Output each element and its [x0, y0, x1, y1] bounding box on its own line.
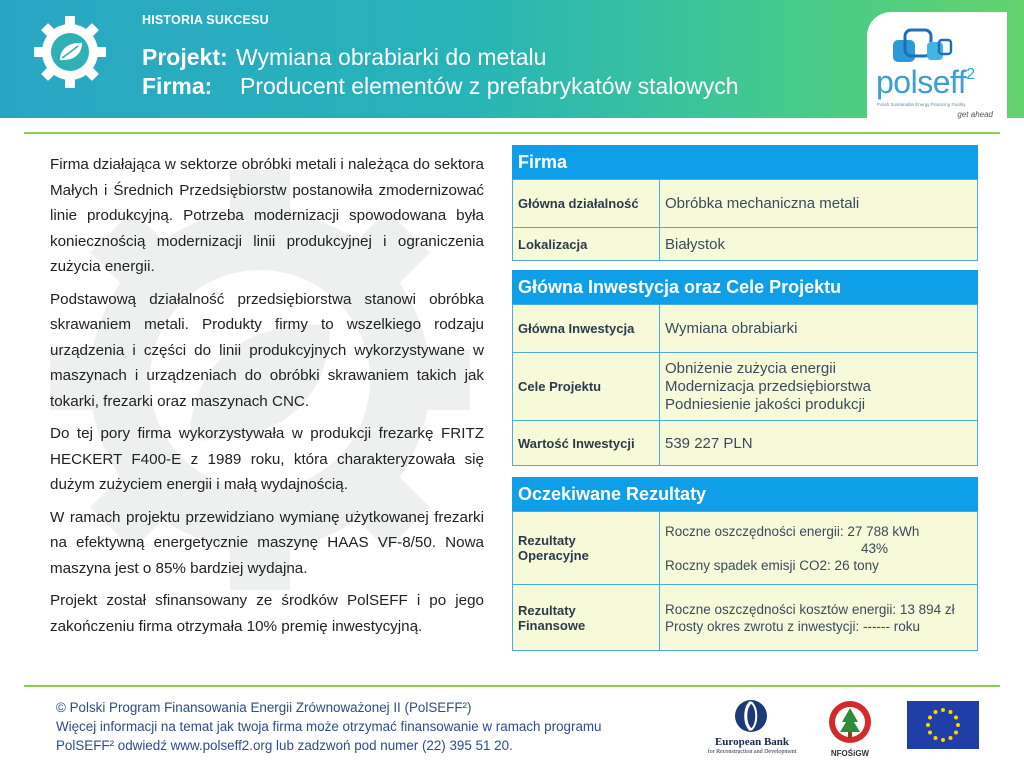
result-line: Roczne oszczędności kosztów energii: 13 894 zł: [665, 601, 955, 617]
result-line: Roczny spadek emisji CO2: 26 tony: [665, 557, 879, 573]
eu-star-icon: [926, 723, 930, 727]
table-row: [513, 305, 978, 353]
results-heading: Oczekiwane Rezultaty: [512, 477, 978, 511]
results-table: [512, 511, 978, 651]
project-key: Projekt:: [142, 44, 228, 70]
eu-star-icon: [949, 736, 953, 740]
eu-star-icon: [941, 738, 945, 742]
goal-item: Podniesienie jakości produkcji: [665, 395, 866, 413]
eu-star-icon: [954, 731, 958, 735]
results-panel: [512, 477, 978, 651]
goal-item: Modernizacja przedsiębiorstwa: [665, 377, 871, 395]
footer-info: [56, 698, 656, 755]
company-line: [142, 73, 739, 100]
goal-item: Obniżenie zużycia energii: [665, 359, 836, 377]
nfosigw-logo: [826, 698, 874, 762]
table-row: [513, 228, 978, 261]
table-row: [513, 512, 978, 585]
result-line: 43%: [861, 540, 889, 556]
eu-star-icon: [934, 710, 938, 714]
label-part: Finansowe: [518, 617, 586, 633]
paragraph: Do tej pory firma wykorzystywała w produkcji frezarkę FRITZ HECKERT F400-E z 1989 roku, która charakteryzowała się dużym zużyciem energii i małą wydajnością.: [50, 425, 484, 493]
bottom-divider: [24, 685, 1000, 687]
gear-leaf-icon: [32, 14, 108, 90]
project-line: [142, 44, 546, 71]
eu-flag-icon: [907, 701, 979, 749]
nfosigw-label: NFOŚiGW: [830, 749, 870, 758]
table-row: [513, 180, 978, 228]
paragraph: Projekt został sfinansowany ze środków PolSEFF i po jego zakończeniu firma otrzymała 10% premię inwestycyjną.: [50, 592, 484, 635]
ebrd-subtitle: for Reconstruction and Development: [707, 749, 797, 755]
project-value: Wymiana obrabiarki do metalu: [236, 44, 547, 70]
firma-heading: Firma: [512, 145, 978, 179]
polseff-tagline: Polish Sustainable Energy Financing Facility: [877, 102, 966, 107]
label-part: Rezultaty: [518, 533, 576, 548]
eu-star-icon: [954, 716, 958, 720]
firma-table: [512, 179, 978, 261]
polseff-name: polseff: [876, 64, 967, 100]
polseff-logo: [867, 12, 1007, 118]
row-value: Białystok: [660, 228, 978, 261]
goals-list: [660, 353, 978, 421]
row-value: Wymiana obrabiarki: [660, 305, 978, 353]
footer-line: PolSEFF² odwiedź www.polseff2.org lub zadzwoń pod numer (22) 395 51 20.: [56, 738, 513, 753]
firma-panel: [512, 145, 978, 261]
table-row: [513, 585, 978, 651]
row-label: Lokalizacja: [513, 228, 660, 261]
financial-results: [660, 585, 978, 651]
polseff-wordmark: [876, 64, 975, 101]
paragraph: Podstawową działalność przedsiębiorstwa stanowi obróbka skrawaniem metali. Produkty firmy to wszelkiego rodzaju urządzenia i części do linii produkcyjnych wykorzystywane w maszynach i urządzeniach do obróbki skrawaniem takich jak tokarki, frezarki oraz maszynach CNC.: [50, 290, 484, 410]
paragraph: W ramach projektu przewidziano wymianę użytkowanej frezarki na efektywną energetycznie maszynę HAAS VF-8/50. Nowa maszyna jest o 85% bardziej wydajna.: [50, 508, 484, 577]
row-label: Główna działalność: [513, 180, 660, 228]
label-part: Rezultaty: [518, 602, 576, 618]
investment-heading: Główna Inwestycja oraz Cele Projektu: [512, 270, 978, 304]
eu-star-icon: [956, 723, 960, 727]
investment-table: [512, 304, 978, 466]
eu-star-icon: [941, 708, 945, 712]
eu-star-icon: [928, 716, 932, 720]
ebrd-emblem-icon: [732, 698, 770, 734]
investment-panel: [512, 270, 978, 466]
paragraph: Firma działająca w sektorze obróbki metali i należąca do sektora Małych i Średnich Przedsiębiorstw postanowiła zmodernizować linie produkcyjną. Potrzeba modernizacji spowodowana była koniecznością modernizacji linii produkcyjnej i ograniczenia zużycia energii.: [50, 156, 484, 275]
polseff-squares-icon: [891, 26, 955, 66]
label-part: Operacyjne: [518, 548, 589, 563]
nfosigw-emblem-icon: [826, 698, 874, 748]
company-value: Producent elementów z prefabrykatów stalowych: [240, 73, 739, 99]
top-divider: [24, 132, 1000, 134]
row-label: [513, 512, 660, 585]
table-row: [513, 421, 978, 466]
row-label: Wartość Inwestycji: [513, 421, 660, 466]
ebrd-name: European Bank: [714, 736, 790, 748]
row-value: Obróbka mechaniczna metali: [660, 180, 978, 228]
ebrd-logo: [692, 698, 812, 762]
eu-star-icon: [928, 731, 932, 735]
operational-results: [660, 512, 978, 585]
row-label: [513, 585, 660, 651]
result-line: Prosty okres zwrotu z inwestycji: ------ roku: [665, 618, 921, 634]
row-label: Cele Projektu: [513, 353, 660, 421]
result-line: Roczne oszczędności energii: 27 788 kWh: [665, 523, 920, 539]
story-label: HISTORIA SUKCESU: [142, 13, 269, 27]
eu-star-icon: [934, 736, 938, 740]
eu-star-icon: [949, 710, 953, 714]
row-value: 539 227 PLN: [660, 421, 978, 466]
company-key: Firma:: [142, 73, 213, 99]
row-label: Główna Inwestycja: [513, 305, 660, 353]
polseff-superscript: 2: [966, 66, 975, 84]
polseff-slogan: get ahead: [957, 110, 993, 119]
footer-line: © Polski Program Finansowania Energii Zrównoważonej II (PolSEFF²): [56, 700, 472, 715]
footer-line: Więcej informacji na temat jak twoja firma może otrzymać finansowanie w ramach programu: [56, 719, 602, 734]
description-text: [50, 152, 484, 646]
table-row: [513, 353, 978, 421]
